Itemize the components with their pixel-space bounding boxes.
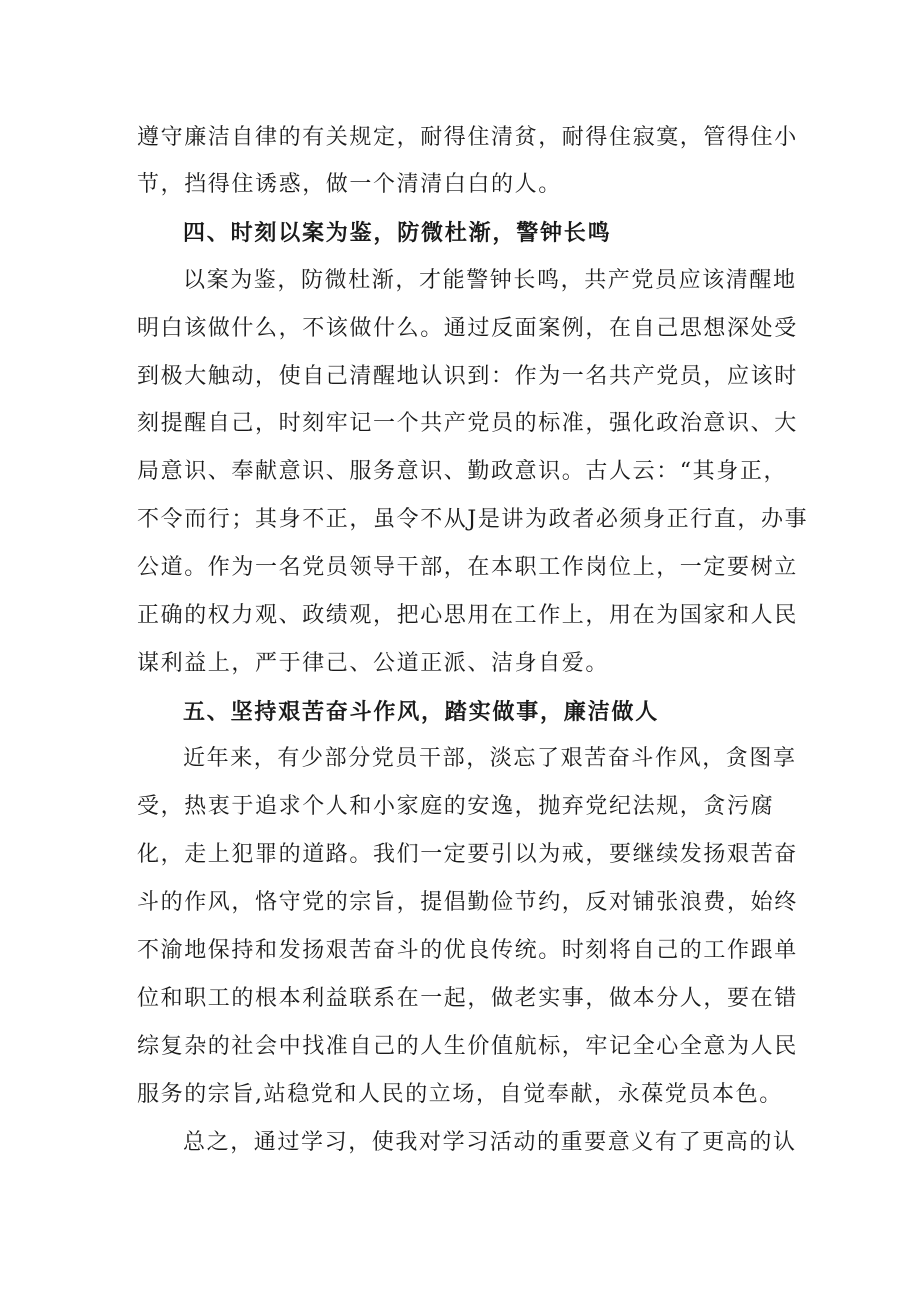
- body-line: 公道。作为一名党员领导干部，在本职工作岗位上，一定要树立: [137, 555, 798, 580]
- body-line: 遵守廉洁自律的有关规定，耐得住清贫，耐得住寂寞，管得住小: [137, 125, 798, 150]
- section-heading-5: 五、坚持艰苦奋斗作风，踏实做事，廉洁做人: [183, 699, 660, 725]
- body-line: 节，挡得住诱惑，做一个清清白白的人。: [137, 172, 562, 197]
- paragraph-first-line: 总之，通过学习，使我对学习活动的重要意义有了更高的认: [183, 1130, 797, 1155]
- body-line: 受，热衷于追求个人和小家庭的安逸，抛弃党纪法规，贪污腐: [137, 794, 775, 819]
- body-line: 位和职工的根本利益联系在一起，做老实事，做本分人，要在错: [137, 986, 798, 1011]
- body-line: 化，走上犯罪的道路。我们一定要引以为戒，要继续发扬艰苦奋: [137, 842, 798, 867]
- body-line: 明白该做什么，不该做什么。通过反面案例，在自己思想深处受: [137, 316, 798, 341]
- body-line: 局意识、奉献意识、服务意识、勤政意识。古人云：“其身正，: [137, 459, 788, 484]
- body-line: 不令而行；其身不正，虽令不从J是讲为政者必须身正行直，办事: [137, 507, 809, 532]
- paragraph-first-line: 近年来，有少部分党员干部，淡忘了艰苦奋斗作风，贪图享: [183, 746, 797, 771]
- body-line: 谋利益上，严于律己、公道正派、洁身自爱。: [137, 651, 610, 676]
- paragraph-first-line: 以案为鉴，防微杜渐，才能警钟长鸣，共产党员应该清醒地: [183, 268, 797, 293]
- body-line: 综复杂的社会中找准自己的人生价值航标，牢记全心全意为人民: [137, 1034, 798, 1059]
- body-line: 刻提醒自己，时刻牢记一个共产党员的标准，强化政治意识、大: [137, 411, 798, 436]
- body-line: 斗的作风，恪守党的宗旨，提倡勤俭节约，反对铺张浪费，始终: [137, 890, 798, 915]
- body-line: 到极大触动，使自己清醒地认识到：作为一名共产党员，应该时: [137, 364, 798, 389]
- body-line: 正确的权力观、政绩观，把心思用在工作上，用在为国家和人民: [137, 603, 798, 628]
- body-line: 不渝地保持和发扬艰苦奋斗的优良传统。时刻将自己的工作跟单: [137, 938, 798, 963]
- body-line: 服务的宗旨,站稳党和人民的立场，自觉奉献，永葆党员本色。: [137, 1082, 783, 1107]
- section-heading-4: 四、时刻以案为鉴，防微杜渐，警钟长鸣: [183, 220, 612, 246]
